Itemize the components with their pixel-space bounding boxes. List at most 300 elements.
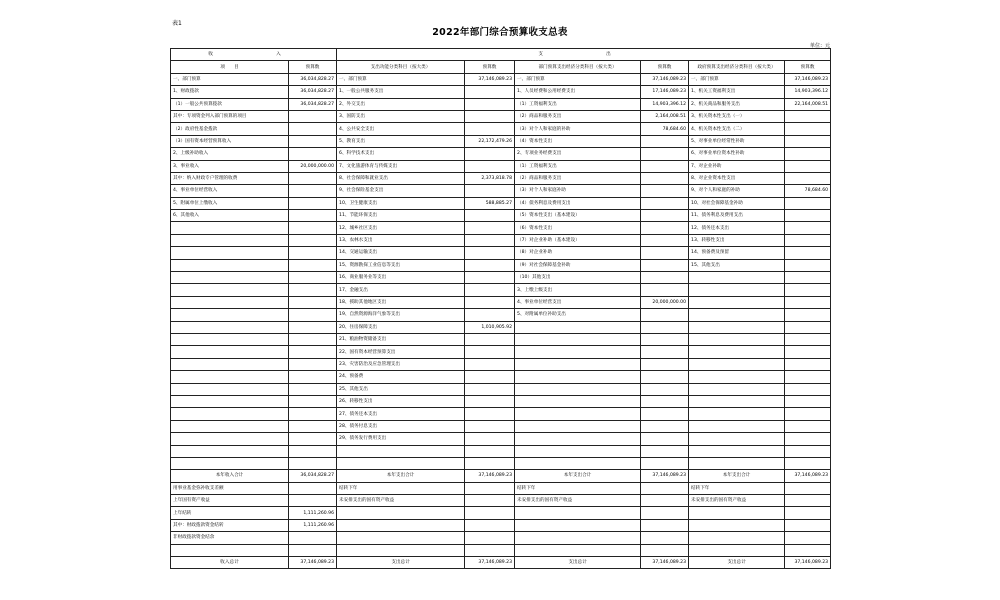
amount-cell — [785, 284, 831, 296]
item-cell — [515, 371, 641, 383]
amount-cell — [465, 457, 515, 469]
item-cell: 一、部门预算 — [171, 73, 289, 85]
item-cell: 27、债务还本支出 — [337, 408, 465, 420]
amount-cell — [641, 197, 689, 209]
item-cell: 29、债务发行费用支出 — [337, 433, 465, 445]
amount-cell — [289, 309, 337, 321]
amount-cell: 37,146,089.23 — [465, 557, 515, 569]
page-tag: 表1 — [172, 20, 182, 27]
item-cell: 4、事业单位经营支出 — [515, 296, 641, 308]
item-cell: （3）国有资本经营预算收入 — [171, 135, 289, 147]
amount-cell — [785, 482, 831, 494]
amount-cell — [641, 433, 689, 445]
amount-cell: 20,000,000.00 — [641, 296, 689, 308]
amount-cell — [465, 482, 515, 494]
item-cell: （1）工资福利支出 — [515, 160, 641, 172]
item-cell: 非财政拨款资金结余 — [171, 532, 289, 544]
item-cell: （4）债务利息及费用支出 — [515, 197, 641, 209]
amount-cell — [641, 395, 689, 407]
page-title: 2022年部门综合预算收支总表 — [432, 27, 568, 38]
amount-cell — [641, 507, 689, 519]
amount-cell: 37,146,089.23 — [641, 470, 689, 482]
item-cell: 6、科学技术支出 — [337, 148, 465, 160]
amount-cell — [289, 371, 337, 383]
gov-econ-header: 政府预算支出经济分类科目（按大类） — [689, 61, 785, 73]
table-row — [171, 247, 831, 259]
amount-cell — [289, 532, 337, 544]
amount-cell — [785, 259, 831, 271]
amount-cell: 78,684.60 — [641, 123, 689, 135]
table-row — [171, 457, 831, 469]
amount-cell: 14,903,396.12 — [785, 86, 831, 98]
expense-header: 支 出 — [337, 49, 831, 61]
amount-cell — [785, 532, 831, 544]
item-cell: 24、预备费 — [337, 371, 465, 383]
item-cell: 本年支出合计 — [337, 470, 465, 482]
amount-cell — [785, 272, 831, 284]
amount-cell: 37,146,089.23 — [465, 470, 515, 482]
amount-cell — [465, 247, 515, 259]
amount-cell — [785, 433, 831, 445]
item-cell — [337, 457, 465, 469]
amount-cell — [641, 284, 689, 296]
item-cell: 13、农林水支出 — [337, 234, 465, 246]
amount-cell — [641, 259, 689, 271]
table-row — [171, 445, 831, 457]
amount-cell — [785, 457, 831, 469]
item-cell: 1、人员经费和公用经费支出 — [515, 86, 641, 98]
table-row — [171, 185, 831, 197]
item-cell — [689, 346, 785, 358]
item-cell: 15、其他支出 — [689, 259, 785, 271]
item-cell — [171, 358, 289, 370]
amount-cell: 17,146,089.23 — [641, 86, 689, 98]
amount-cell — [785, 197, 831, 209]
amount-cell — [641, 495, 689, 507]
amount-cell — [785, 544, 831, 556]
amount-cell — [289, 135, 337, 147]
item-cell: （3）对个人和家庭补助 — [515, 185, 641, 197]
amount-cell — [641, 234, 689, 246]
amount-cell: 14,903,396.12 — [641, 98, 689, 110]
amount-cell — [785, 346, 831, 358]
item-cell — [171, 259, 289, 271]
amount-cell — [641, 519, 689, 531]
amount-cell — [289, 333, 337, 345]
item-cell: 21、粮油物资储备支出 — [337, 333, 465, 345]
item-cell: 本年收入合计 — [171, 470, 289, 482]
item-cell: （4）资本性支出 — [515, 135, 641, 147]
item-cell: 14、预备费及预留 — [689, 247, 785, 259]
amount-cell — [785, 148, 831, 160]
amount-cell — [641, 210, 689, 222]
amount-cell — [465, 445, 515, 457]
amount-cell — [641, 172, 689, 184]
item-cell — [689, 433, 785, 445]
item-cell: 4、机关资本性支出（二） — [689, 123, 785, 135]
func-class-header: 支出功能分类科目（按大类） — [337, 61, 465, 73]
table-row — [171, 470, 831, 482]
item-cell — [171, 247, 289, 259]
amount-cell: 2,164,008.51 — [641, 110, 689, 122]
amount-cell — [289, 247, 337, 259]
item-cell: 9、社会保险基金支出 — [337, 185, 465, 197]
table-row — [171, 259, 831, 271]
item-cell — [689, 519, 785, 531]
item-cell — [689, 532, 785, 544]
item-cell: 上年结转 — [171, 507, 289, 519]
amount-cell — [289, 222, 337, 234]
amount-cell — [641, 222, 689, 234]
amount-cell — [289, 284, 337, 296]
table-row — [171, 557, 831, 569]
item-cell: 3、上缴上级支出 — [515, 284, 641, 296]
table-row — [171, 86, 831, 98]
item-cell: 13、转移性支出 — [689, 234, 785, 246]
amount-cell — [785, 420, 831, 432]
item-cell: 4、事业单位经营收入 — [171, 185, 289, 197]
item-cell — [515, 358, 641, 370]
amount-cell: 37,146,089.23 — [785, 73, 831, 85]
table-row — [171, 160, 831, 172]
amount-cell — [465, 358, 515, 370]
amount-cell: 588,885.27 — [465, 197, 515, 209]
item-cell: 8、社会保障和就业支出 — [337, 172, 465, 184]
item-cell — [171, 222, 289, 234]
item-cell: 结转下年 — [515, 482, 641, 494]
item-cell: （1）一般公共预算拨款 — [171, 98, 289, 110]
item-cell: 28、债务付息支出 — [337, 420, 465, 432]
item-cell: 6、其他收入 — [171, 210, 289, 222]
item-cell: 16、商业服务业等支出 — [337, 272, 465, 284]
amount-cell — [641, 333, 689, 345]
item-cell — [337, 507, 465, 519]
item-cell — [171, 544, 289, 556]
table-row — [171, 197, 831, 209]
amount-cell — [465, 259, 515, 271]
amount-cell — [641, 346, 689, 358]
item-cell: 10、对社会保障基金补助 — [689, 197, 785, 209]
amount-cell: 37,146,089.23 — [289, 557, 337, 569]
table-row — [171, 172, 831, 184]
amount-cell — [785, 110, 831, 122]
amount-cell — [785, 507, 831, 519]
item-cell — [171, 234, 289, 246]
amount-cell — [465, 86, 515, 98]
amount-cell — [641, 383, 689, 395]
amount-cell — [289, 148, 337, 160]
item-cell — [689, 383, 785, 395]
table-row — [171, 110, 831, 122]
amount-cell — [465, 272, 515, 284]
amount-cell — [465, 383, 515, 395]
item-cell: 9、对个人和家庭的补助 — [689, 185, 785, 197]
amount-cell — [785, 247, 831, 259]
table-row — [171, 321, 831, 333]
item-cell: 本年支出合计 — [689, 470, 785, 482]
amount-cell — [465, 309, 515, 321]
table-body — [171, 73, 831, 569]
item-cell — [689, 333, 785, 345]
amount-cell — [785, 408, 831, 420]
item-cell — [515, 346, 641, 358]
amount-cell — [785, 172, 831, 184]
amount-cell: 37,146,089.23 — [641, 557, 689, 569]
table-row — [171, 532, 831, 544]
amount-cell: 37,146,089.23 — [785, 470, 831, 482]
amount-cell — [785, 371, 831, 383]
amount-cell — [465, 185, 515, 197]
amount-cell — [289, 420, 337, 432]
amount-cell — [785, 296, 831, 308]
item-cell: （1）工资福利支出 — [515, 98, 641, 110]
amount-cell — [641, 457, 689, 469]
item-cell: （7）对企业补助（基本建设） — [515, 234, 641, 246]
amount-cell — [289, 123, 337, 135]
amount-cell — [465, 123, 515, 135]
header-row-2 — [171, 61, 831, 73]
budget-header: 预算数 — [289, 61, 337, 73]
table-row — [171, 346, 831, 358]
table-row — [171, 371, 831, 383]
item-cell — [689, 358, 785, 370]
item-cell: 2、外交支出 — [337, 98, 465, 110]
amount-cell — [785, 445, 831, 457]
item-cell: 5、附属单位上缴收入 — [171, 197, 289, 209]
amount-cell: 1,010,905.92 — [465, 321, 515, 333]
dept-econ-header: 部门预算支出经济分类科目（按大类） — [515, 61, 641, 73]
item-cell: 2、机关商品和服务支出 — [689, 98, 785, 110]
amount-cell — [465, 408, 515, 420]
amount-cell: 20,000,000.00 — [289, 160, 337, 172]
item-cell: 上年国有资产收益 — [171, 495, 289, 507]
item-cell: 支出总计 — [337, 557, 465, 569]
table-row — [171, 383, 831, 395]
amount-cell — [289, 495, 337, 507]
item-cell — [171, 296, 289, 308]
item-cell: 5、对事业单位经常性补助 — [689, 135, 785, 147]
item-cell — [515, 532, 641, 544]
amount-cell — [785, 123, 831, 135]
amount-cell: 22,172,479.26 — [465, 135, 515, 147]
table-row — [171, 519, 831, 531]
amount-cell: 37,146,089.23 — [641, 73, 689, 85]
item-cell: 5、对附属单位补助支出 — [515, 309, 641, 321]
amount-cell — [785, 395, 831, 407]
item-cell — [515, 519, 641, 531]
amount-cell — [641, 445, 689, 457]
amount-cell — [289, 110, 337, 122]
item-cell: 14、交通运输支出 — [337, 247, 465, 259]
table-row — [171, 73, 831, 85]
table-row — [171, 210, 831, 222]
item-cell: 25、其他支出 — [337, 383, 465, 395]
item-cell — [689, 445, 785, 457]
item-cell: 2、上级补助收入 — [171, 148, 289, 160]
item-cell — [337, 532, 465, 544]
amount-cell — [785, 333, 831, 345]
amount-cell — [465, 433, 515, 445]
item-cell: 未安排支出的国有资产收益 — [689, 495, 785, 507]
item-cell: 12、债务还本支出 — [689, 222, 785, 234]
amount-cell — [465, 544, 515, 556]
amount-cell — [465, 532, 515, 544]
amount-cell — [641, 371, 689, 383]
amount-cell: 36,034,828.27 — [289, 470, 337, 482]
amount-cell — [641, 135, 689, 147]
amount-cell — [465, 333, 515, 345]
item-cell: 1、一般公共服务支出 — [337, 86, 465, 98]
item-cell — [689, 284, 785, 296]
item-cell: （5）资本性支出（基本建设） — [515, 210, 641, 222]
item-cell — [171, 321, 289, 333]
item-cell: 15、资源勘探工业信息等支出 — [337, 259, 465, 271]
budget-header: 预算数 — [465, 61, 515, 73]
item-cell: 6、对事业单位资本性补助 — [689, 148, 785, 160]
amount-cell — [465, 495, 515, 507]
amount-cell — [785, 519, 831, 531]
amount-cell: 37,146,089.23 — [785, 557, 831, 569]
amount-cell — [289, 457, 337, 469]
amount-cell — [641, 532, 689, 544]
amount-cell — [785, 234, 831, 246]
item-cell: 支出总计 — [689, 557, 785, 569]
item-cell: 19、自然资源海洋气象等支出 — [337, 309, 465, 321]
item-cell: 1、财政拨款 — [171, 86, 289, 98]
amount-cell — [289, 408, 337, 420]
item-cell: 一、部门预算 — [689, 73, 785, 85]
item-cell: 结转下年 — [689, 482, 785, 494]
item-cell — [515, 333, 641, 345]
amount-cell — [641, 544, 689, 556]
item-cell — [337, 544, 465, 556]
unit-label: 单位：元 — [809, 43, 830, 49]
amount-cell — [785, 383, 831, 395]
item-cell — [515, 420, 641, 432]
amount-cell: 1,111,260.96 — [289, 519, 337, 531]
amount-cell — [785, 495, 831, 507]
item-cell — [689, 296, 785, 308]
item-cell: 7、文化旅游体育与传媒支出 — [337, 160, 465, 172]
amount-cell — [289, 172, 337, 184]
table-row — [171, 395, 831, 407]
item-cell: （6）资本性支出 — [515, 222, 641, 234]
amount-cell — [465, 371, 515, 383]
amount-cell — [289, 395, 337, 407]
amount-cell — [289, 197, 337, 209]
table-row — [171, 309, 831, 321]
amount-cell: 22,164,008.51 — [785, 98, 831, 110]
budget-header: 预算数 — [641, 61, 689, 73]
amount-cell — [289, 433, 337, 445]
item-cell — [689, 420, 785, 432]
table-row — [171, 296, 831, 308]
table-row — [171, 135, 831, 147]
item-cell — [689, 408, 785, 420]
amount-cell — [785, 358, 831, 370]
amount-cell — [289, 383, 337, 395]
item-cell: 一、部门预算 — [515, 73, 641, 85]
amount-cell — [465, 160, 515, 172]
item-cell: 其中：专项资金列入部门预算的项目 — [171, 110, 289, 122]
item-cell: 支出总计 — [515, 557, 641, 569]
item-cell: 本年支出合计 — [515, 470, 641, 482]
amount-cell — [465, 284, 515, 296]
item-cell — [171, 284, 289, 296]
item-cell: 3、机关资本性支出（一） — [689, 110, 785, 122]
amount-cell — [289, 346, 337, 358]
item-cell: （2）政府性基金拨款 — [171, 123, 289, 135]
item-cell — [171, 371, 289, 383]
amount-cell — [465, 395, 515, 407]
amount-cell: 36,034,828.27 — [289, 73, 337, 85]
item-cell — [689, 272, 785, 284]
item-cell: （10）其他支出 — [515, 272, 641, 284]
item-cell — [689, 309, 785, 321]
amount-cell — [289, 544, 337, 556]
table-row — [171, 234, 831, 246]
item-cell: 用事业基金弥补收支差额 — [171, 482, 289, 494]
table-row — [171, 507, 831, 519]
item-cell: 22、国有资本经营预算支出 — [337, 346, 465, 358]
item-cell: 17、金融支出 — [337, 284, 465, 296]
amount-cell: 2,373,818.78 — [465, 172, 515, 184]
item-cell: 5、教育支出 — [337, 135, 465, 147]
item-cell: 2、专项业务经费支出 — [515, 148, 641, 160]
amount-cell: 36,034,828.27 — [289, 86, 337, 98]
item-cell: 收入总计 — [171, 557, 289, 569]
amount-cell — [785, 135, 831, 147]
item-cell — [515, 383, 641, 395]
amount-cell — [465, 346, 515, 358]
item-cell: 11、节能环保支出 — [337, 210, 465, 222]
budget-summary-table — [170, 48, 831, 569]
amount-cell — [785, 222, 831, 234]
table-row — [171, 98, 831, 110]
amount-cell — [785, 210, 831, 222]
item-cell — [171, 445, 289, 457]
item-cell: （8）对企业补助 — [515, 247, 641, 259]
amount-cell — [641, 358, 689, 370]
amount-cell — [289, 234, 337, 246]
item-cell: 4、公共安全支出 — [337, 123, 465, 135]
amount-cell — [289, 482, 337, 494]
item-cell — [337, 445, 465, 457]
amount-cell — [641, 247, 689, 259]
amount-cell: 78,684.60 — [785, 185, 831, 197]
amount-cell: 37,146,089.23 — [465, 73, 515, 85]
item-cell — [171, 383, 289, 395]
amount-cell — [465, 420, 515, 432]
item-cell — [171, 408, 289, 420]
table-row — [171, 420, 831, 432]
table-row — [171, 123, 831, 135]
item-cell: 1、机关工资福利支出 — [689, 86, 785, 98]
item-cell — [171, 433, 289, 445]
item-cell — [689, 544, 785, 556]
amount-cell — [641, 185, 689, 197]
amount-cell — [289, 321, 337, 333]
amount-cell — [785, 160, 831, 172]
item-cell — [689, 321, 785, 333]
amount-cell — [289, 185, 337, 197]
item-cell — [515, 457, 641, 469]
amount-cell — [289, 296, 337, 308]
item-cell — [337, 519, 465, 531]
item-cell — [171, 420, 289, 432]
item-cell: 3、事业收入 — [171, 160, 289, 172]
amount-cell — [465, 110, 515, 122]
